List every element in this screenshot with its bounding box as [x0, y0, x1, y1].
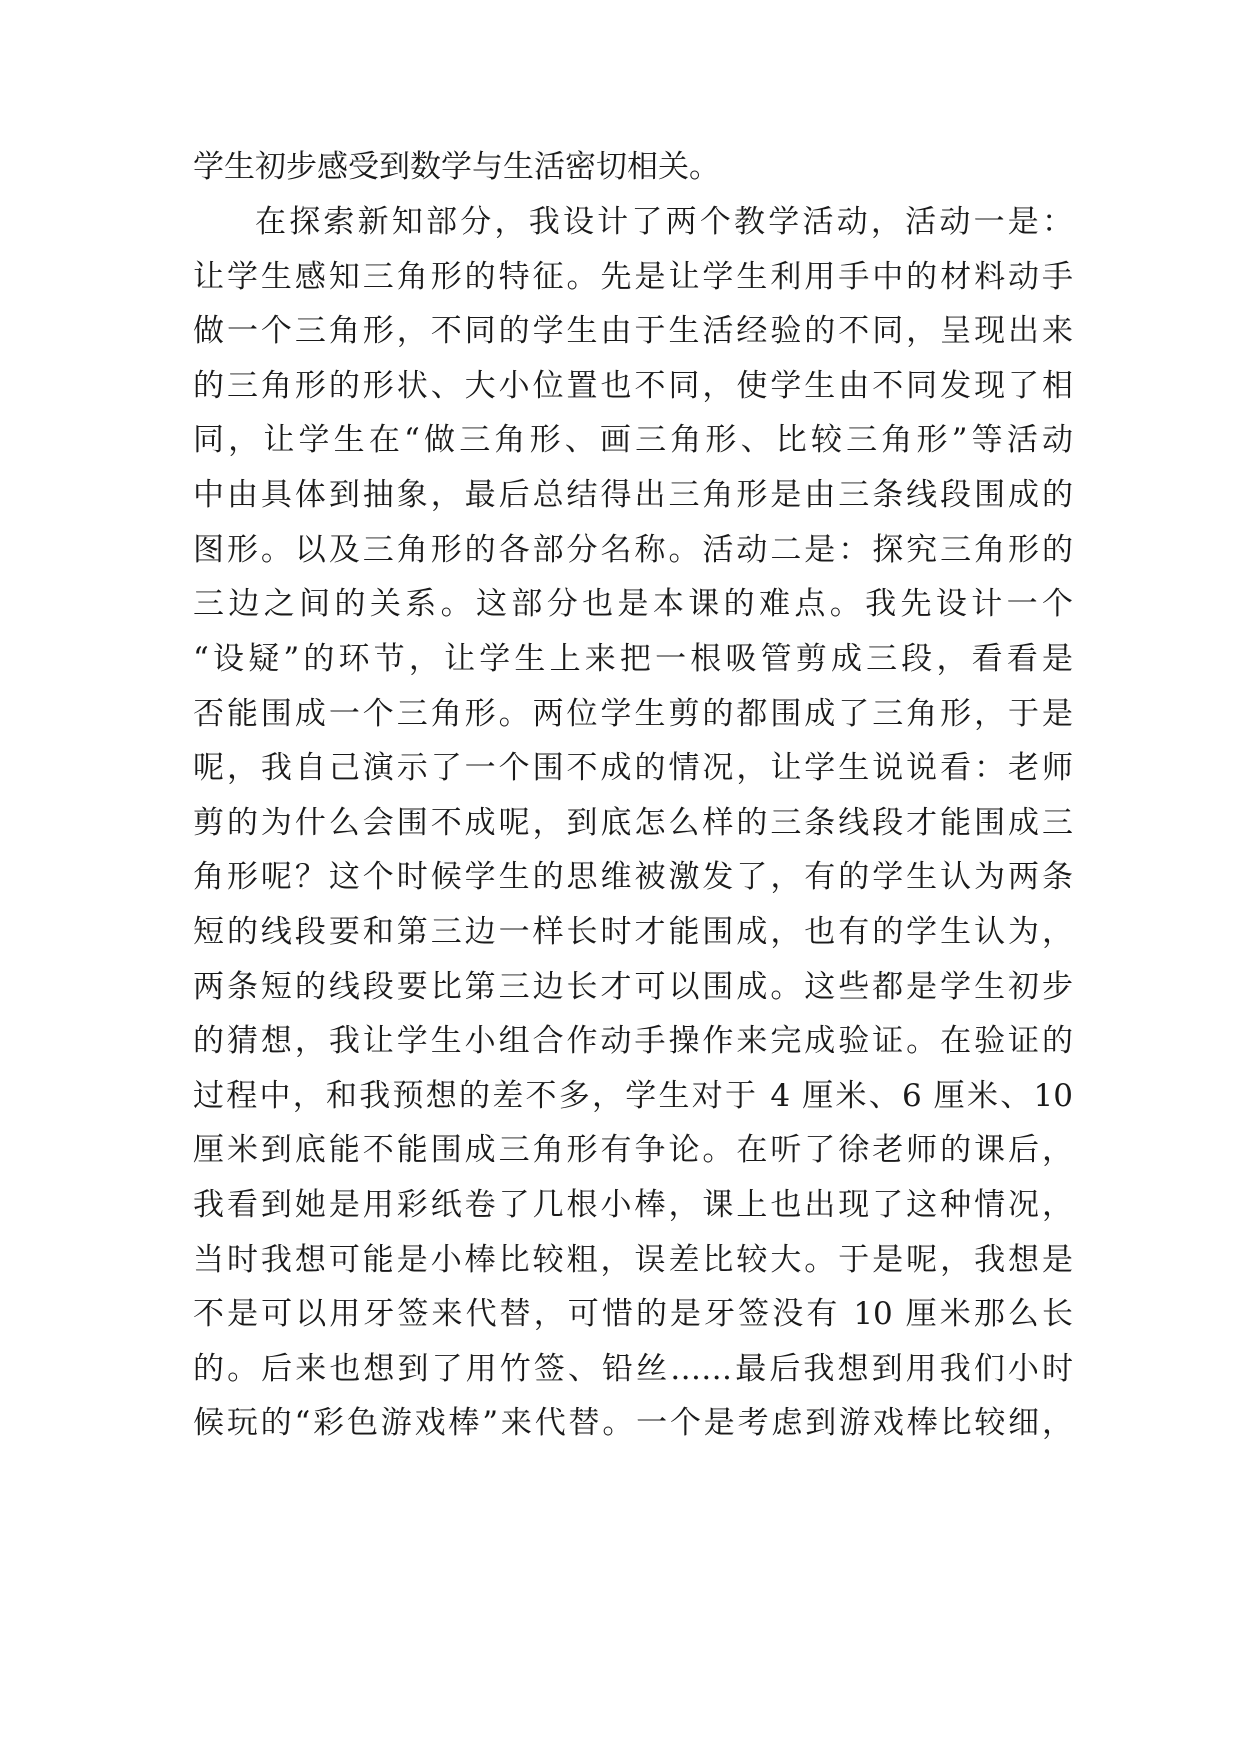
text-line: 剪的为什么会围不成呢，到底怎么样的三条线段才能围成三	[193, 805, 1073, 841]
text-line: 不是可以用牙签来代替，可惜的是牙签没有 10 厘米那么长	[193, 1296, 1073, 1332]
text-line: 候玩的“彩色游戏棒”来代替。一个是考虑到游戏棒比较细，	[193, 1405, 1073, 1441]
text-line: 做一个三角形，不同的学生由于生活经验的不同，呈现出来	[193, 313, 1073, 349]
text-line: 当时我想可能是小棒比较粗，误差比较大。于是呢，我想是	[193, 1242, 1073, 1278]
text-line: 呢，我自己演示了一个围不成的情况，让学生说说看：老师	[193, 750, 1073, 786]
text-line: 图形。以及三角形的各部分名称。活动二是：探究三角形的	[193, 532, 1073, 568]
text-line: 的猜想，我让学生小组合作动手操作来完成验证。在验证的	[193, 1023, 1073, 1059]
text-line: 两条短的线段要比第三边长才可以围成。这些都是学生初步	[193, 969, 1073, 1005]
text-line: 同，让学生在“做三角形、画三角形、比较三角形”等活动	[193, 422, 1073, 458]
text-line: “设疑”的环节，让学生上来把一根吸管剪成三段，看看是	[193, 641, 1073, 677]
text-line: 角形呢？这个时候学生的思维被激发了，有的学生认为两条	[193, 859, 1073, 895]
text-line: 学生初步感受到数学与生活密切相关。	[193, 149, 720, 185]
text-line: 否能围成一个三角形。两位学生剪的都围成了三角形，于是	[193, 696, 1073, 732]
text-line: 三边之间的关系。这部分也是本课的难点。我先设计一个	[193, 586, 1073, 622]
text-line: 的三角形的形状、大小位置也不同，使学生由不同发现了相	[193, 368, 1073, 404]
text-line: 短的线段要和第三边一样长时才能围成，也有的学生认为，	[193, 914, 1073, 950]
text-line: 过程中，和我预想的差不多，学生对于 4 厘米、6 厘米、10	[193, 1078, 1073, 1114]
text-line: 厘米到底能不能围成三角形有争论。在听了徐老师的课后，	[193, 1132, 1073, 1168]
text-line: 让学生感知三角形的特征。先是让学生利用手中的材料动手	[193, 259, 1073, 295]
paragraph-first-line: 在探索新知部分，我设计了两个教学活动，活动一是：	[255, 204, 1073, 240]
text-line: 我看到她是用彩纸卷了几根小棒，课上也出现了这种情况，	[193, 1187, 1073, 1223]
text-line: 中由具体到抽象，最后总结得出三角形是由三条线段围成的	[193, 477, 1073, 513]
text-line: 的。后来也想到了用竹签、铅丝……最后我想到用我们小时	[193, 1351, 1073, 1387]
